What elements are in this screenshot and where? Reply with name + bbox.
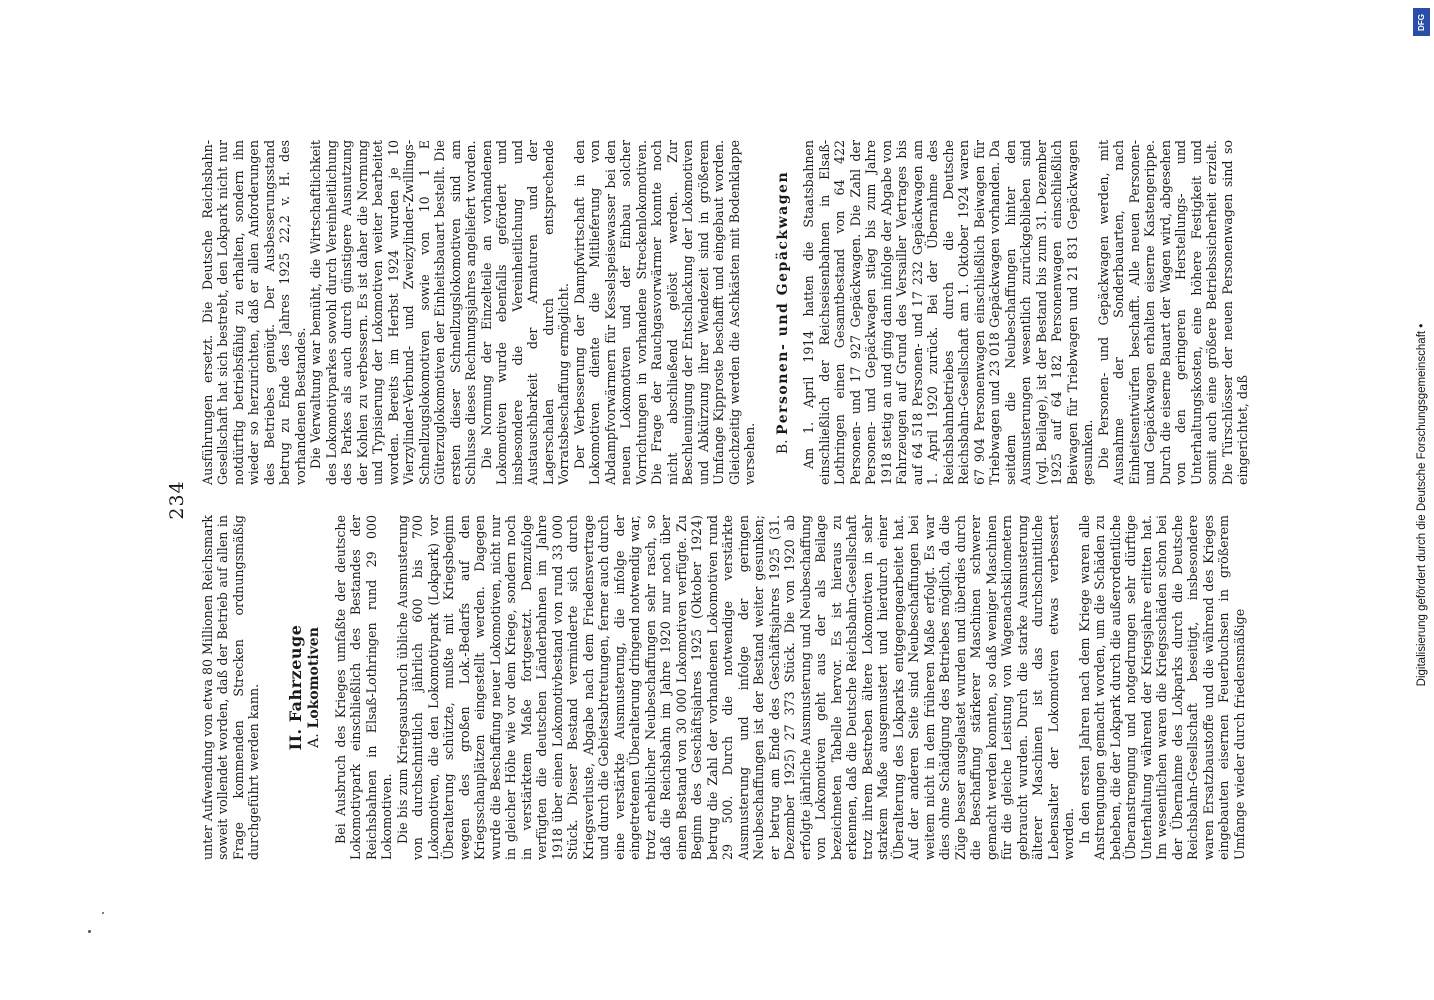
paragraph: In den ersten Jahren nach dem Kriege waren alle Anstrengungen gemacht worden, um die Schäden zu beheben, die der Lokpark durch die außerordentliche Überanstrengung und notgedrungen sehr dürftige Unterhaltung während der Kriegsjahre erlitten hat. Im wesentlichen waren die Kriegsschäden schon bei der Übernahme des Lokparks durch die Deutsche Reichsbahn-Gesellschaft beseitigt, insbesondere waren Ersatzbaustoffe und die während des Krieges eingebauten eisernen Feuerbuchsen in größerem Umfange wieder durch friedensmäßige xyxy=(1076,515,1247,860)
paragraph: Die Personen- und Gepäckwagen werden, mit Ausnahme der Sonderbauarten, nach Einheitsentwürfen beschafft. Alle neuen Personen- und Gepäckwagen erhalten eiserne Kastengerippe. Durch die eiserne Bauart der Wagen wird, abgesehen von den geringeren Herstellungs- und Unterhaltungskosten, eine höhere Festigkeit und somit auch eine größere Betriebssicherheit erzielt. Die Türschlösser der neuen Personenwagen sind so eingerichtet, daß xyxy=(1095,140,1250,485)
paragraph: Die Verwaltung war bemüht, die Wirtschaftlichkeit des Lokomotivparkes sowohl durch Vereinheitlichung des Parkes als auch durch günstigere Ausnutzung der Kohlen zu verbessern. Es ist daher die Normung und Typisierung der Lokomotiven weiter bearbeitet worden. Bereits im Herbst 1924 wurden je 10 Vierzylinder-Verbund- und Zweizylinder-Zwillings-Schnellzugslokomotiven sowie von 10 1 E Güterzuglokomotiven der Einheitsbauart bestellt. Die ersten dieser Schnellzugslokomotiven sind am Schlusse dieses Rechnungsjahres angeliefert worden. xyxy=(308,140,478,485)
left-column xyxy=(200,515,1251,860)
section-letter: B. xyxy=(774,439,791,455)
paragraph: Am 1. April 1914 hatten die Staatsbahnen einschließlich der Reichseisenbahnen in Elsaß-Lothringen einen Gesamtbestand von 64 422 Personen- und 17 927 Gepäckwagen. Die Zahl der Personen- und Gepäckwagen stieg bis zum Jahre 1918 stetig an und ging dann infolge der Abgabe von Fahrzeugen auf Grund des Versailler Vertrages bis auf 64 518 Personen- und 17 232 Gepäckwagen am 1. April 1920 zurück. Bei der Übernahme des Reichsbahnbetriebes durch die Deutsche Reichsbahn-Gesellschaft am 1. Oktober 1924 waren 67 904 Personenwagen einschließlich Beiwagen für Triebwagen und 23 018 Gepäckwagen vorhanden. Da seitdem die Neubeschaffungen hinter den Ausmusterungen wesentlich zurückgeblieben sind (vgl. Beilage), ist der Bestand bis zum 31. Dezember 1925 auf 64 182 Personenwagen einschließlich Beiwagen für Triebwagen und 21 831 Gepäckwagen gesunken. xyxy=(801,140,1095,485)
section-letter: A. xyxy=(306,733,322,748)
section-title: Personen- und Gepäckwagen xyxy=(774,170,791,435)
dfg-logo: DFG xyxy=(1413,8,1430,36)
section-heading-a xyxy=(307,515,323,860)
chapter-heading: II. Fahrzeuge xyxy=(285,624,305,751)
section-heading-b xyxy=(776,140,792,485)
text-columns xyxy=(200,140,1251,860)
digitization-stamp xyxy=(1412,5,1432,990)
paragraph: Bei Ausbruch des Krieges umfaßte der deutsche Lokomotivpark einschließlich des Bestandes der Reichsbahnen in Elsaß-Lothringen rund 29 000 Lokomotiven. xyxy=(332,515,394,860)
paragraph: Die Normung der Einzelteile an vorhandenen Lokomotiven wurde ebenfalls gefördert und insbesondere die Vereinheitlichung und Austauschbarkeit der Armaturen und der Lagerschalen durch entsprechende Vorratsbeschaffung ermöglicht. xyxy=(478,140,571,485)
paragraph: Ausführungen ersetzt. Die Deutsche Reichsbahn-Gesellschaft hat sich bestrebt, den Lokpark nicht nur notdürftig betriebsfähig zu erhalten, sondern ihn wieder so herzurichten, daß er allen Anforderungen des Betriebes genügt. Der Ausbesserungsstand betrug zu Ende des Jahres 1925 22,2 v. H. des vorhandenen Bestandes. xyxy=(199,140,308,485)
scan-speck xyxy=(102,912,104,914)
paragraph: Der Verbesserung der Dampfwirtschaft in den Lokomotiven diente die Mitlieferung von Abdampfvorwärmern für Kesselspeisewasser bei den neuen Lokomotiven und der Einbau solcher Vorrichtungen in vorhandene Streckenlokomotiven. Die Frage der Rauchgasvorwärmer konnte noch nicht abschließend gelöst werden. Zur Beschleunigung der Entschlackung der Lokomotiven und Abkürzung ihrer Wendezeit sind in größerem Umfange Kipproste beschafft und eingebaut worden. Gleichzeitig werden die Aschkästen mit Bodenklappe versehen. xyxy=(571,140,757,485)
page-number: 234 xyxy=(166,480,188,520)
continuation-paragraph: unter Aufwendung von etwa 80 Millionen Reichsmark soweit vollendet worden, daß der Betrieb auf allen in Frage kommenden Strecken ordnungsmäßig durchgeführt werden kann. xyxy=(199,515,261,860)
stamp-text: Digitalisierung gefördert durch die Deutsche Forschungsgemeinschaft • xyxy=(1416,323,1428,687)
paragraph: Die bis zum Kriegsausbruch übliche Ausmusterung von durchschnittlich jährlich 600 bis 700 Lokomotiven, die den Lokomotivpark (Lokpark) vor Überalterung schützte, mußte mit Kriegsbeginn wegen des großen Lok.-Bedarfs auf den Kriegsschauplätzen eingestellt werden. Dagegen wurde die Beschaffung neuer Lokomotiven, nicht nur in gleicher Höhe wie vor dem Kriege, sondern noch in verstärktem Maße fortgesetzt. Demzufolge verfügten die deutschen Länderbahnen im Jahre 1918 über einen Lokomotivbestand von rund 33 000 Stück. Dieser Bestand verminderte sich durch Kriegsverluste, Abgabe nach dem Friedensvertrage und durch die Gebietsabtretungen, ferner auch durch eine verstärkte Ausmusterung, die infolge der eingetretenen Überalterung dringend notwendig war, trotz erheblicher Neubeschaffungen sehr rasch, so daß die Reichsbahn im Jahre 1920 nur noch über einen Bestand von 30 000 Lokomotiven verfügte. Zu Beginn des Geschäftsjahres 1925 (Oktober 1924) betrug die Zahl der vorhandenen Lokomotiven rund 29 500. Durch die notwendige verstärkte Ausmusterung und infolge der geringen Neubeschaffungen ist der Bestand weiter gesunken; er betrug am Ende des Geschäftsjahres 1925 (31. Dezember 1925) 27 373 Stück. Die von 1920 ab erfolgte jährliche Ausmusterung und Neubeschaffung von Lokomotiven geht aus der als Beilage bezeichneten Tabelle hervor. Es ist hieraus zu erkennen, daß die Deutsche Reichsbahn-Gesellschaft trotz ihrem Bestreben ältere Lokomotiven in sehr starkem Maße ausgemustert und hierdurch einer Überalterung des Lokparks entgegengearbeitet hat. Auf der anderen Seite sind Neubeschaffungen bei weitem nicht in dem früheren Maße erfolgt. Es war dies ohne Schädigung des Betriebes möglich, da die Züge besser ausgelastet wurden und überdies durch die Beschaffung stärkerer Maschinen schwerer gemacht werden konnten, so daß weniger Maschinen für die gleiche Leistung von Wagenachskilometern gebraucht wurden. Durch die starke Ausmusterung älterer Maschinen ist das durchschnittliche Lebensalter der Lokomotiven etwas verbessert worden. xyxy=(394,515,1076,860)
scanned-page xyxy=(152,90,1282,910)
right-column xyxy=(200,140,1251,485)
section-title: Lokomotiven xyxy=(306,627,322,729)
scan-speck xyxy=(88,930,91,933)
